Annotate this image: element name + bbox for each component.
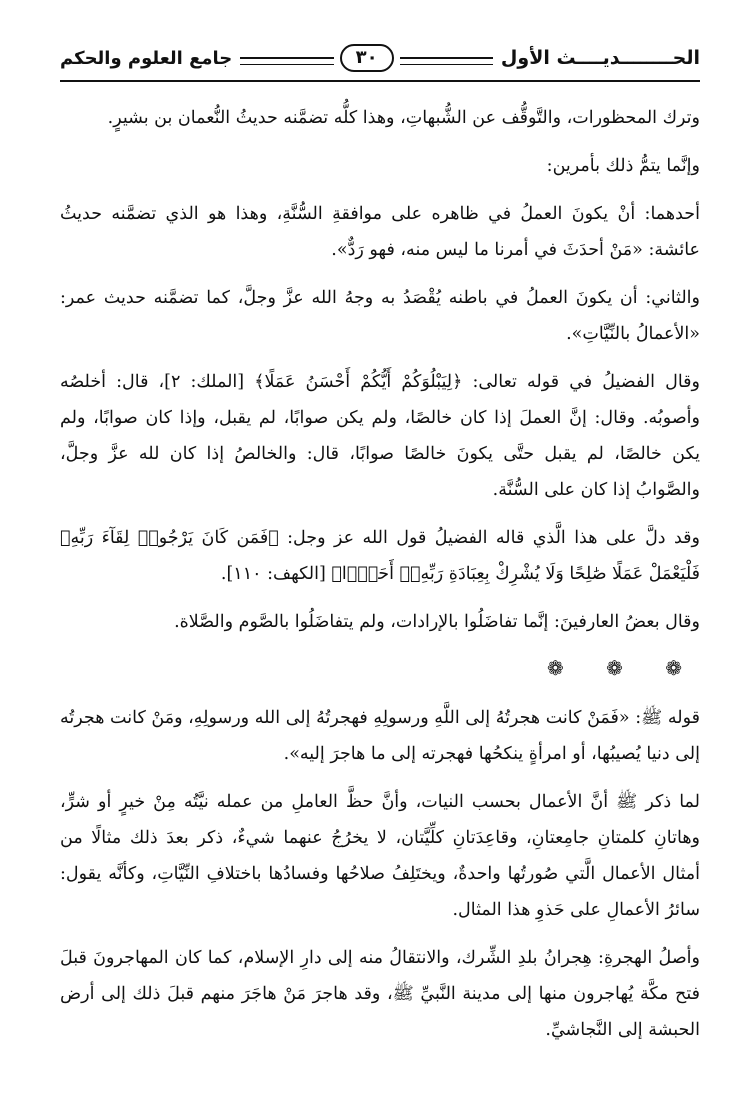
section-divider [60, 654, 700, 682]
paragraph: وقال الفضيلُ في قوله تعالى: ﴿لِيَبْلُوَكُمْ أَيُّكُمْ أَحْسَنُ عَمَلًا﴾ [الملك: ٢]، قال: أخلصُه وأصوبُه. وقال: إنَّ العملَ إذا كان خالصًا، ولم يكن صوابًا، لم يقبل، وإذا كان صوابًا، ولم يكن خالصًا، لم يقبل حتَّى يكونَ خالصًا صوابًا، قال: والخالصُ إذا كان لله عزَّ وجلَّ، والصَّوابُ إذا كان على السُّنَّة. [60, 372, 700, 500]
page-number: ٣٠ [340, 44, 394, 72]
paragraph: وقال بعضُ العارفينَ: إنَّما تفاضَلُوا بالإرادات، ولم يتفاضَلُوا بالصَّوم والصَّلاة. [174, 612, 700, 632]
paragraph: وإنَّما يتمُّ ذلك بأمرين: [546, 156, 700, 176]
flower-ornament-icon: ❁ [546, 656, 582, 680]
header-rule-right [400, 57, 493, 65]
book-title: جامع العلوم والحكم [59, 47, 233, 69]
paragraph: وقد دلَّ على هذا الَّذي قاله الفضيلُ قول الله عز وجل: ﴿فَمَن كَانَ يَرْجُوا۟ لِقَآءَ رَبِّهِۦ فَلْيَعْمَلْ عَمَلًا صَٰلِحًا وَلَا يُشْرِكْ بِعِبَادَةِ رَبِّهِۦٓ أَحَدًۢا﴾ [الكهف: ١١٠]. [60, 528, 700, 584]
running-header [60, 38, 700, 78]
paragraph: لما ذكر ﷺ أنَّ الأعمال بحسب النيات، وأنَّ حظَّ العاملِ من عمله نيَّتُه مِنْ خيرٍ أو شرٍّ، وهاتانِ كلمتانِ جامِعتانِ، وقاعِدَتانِ كلِّيَّتان، لا يخرُجُ عنهما شيءٌ، ذكر بعدَ ذلك مثالًا من أمثال الأعمال الَّتي صُورتُها واحدةٌ، ويختَلِفُ صلاحُها وفسادُها باختلافِ النِّيَّاتِ، وكأنَّه يقول: سائرُ الأعمالِ على حَذوِ هذا المثال. [60, 792, 700, 920]
chapter-title: الحــــــــديــــث الأول [500, 47, 700, 69]
header-rule-left [240, 57, 333, 65]
paragraph: قوله ﷺ: «فَمَنْ كانت هجرتُهُ إلى اللَّهِ ورسولِهِ فهجرتُهُ إلى الله ورسولِهِ، ومَنْ كانت هجرتُه إلى دنيا يُصيبُها، أو امرأةٍ ينكحُها فهجرته إلى ما هاجرَ إليه». [60, 708, 700, 764]
header-underline [60, 80, 700, 82]
paragraph: وأصلُ الهجرةِ: هِجرانُ بلدِ الشِّرك، والانتقالُ منه إلى دارِ الإسلام، كما كان المهاجرونَ قبلَ فتح مكَّة يُهاجرون منها إلى مدينة النَّبيِّ ﷺ، وقد هاجرَ مَنْ هاجَرَ منهم قبلَ ذلك إلى أرض الحبشة إلى النَّجاشيِّ. [60, 948, 700, 1040]
paragraph: وترك المحظورات، والتَّوقُّف عن الشُّبهاتِ، وهذا كلُّه تضمَّنه حديثُ النُّعمان بن بشيرٍ. [107, 108, 700, 128]
paragraph: أحدهما: أنْ يكونَ العملُ في ظاهره على موافقةِ السُّنَّةِ، وهذا هو الذي تضمَّنه حديثُ عائشة: «مَنْ أحدَثَ في أمرنا ما ليس منه، فهو رَدٌّ». [60, 204, 700, 260]
paragraph: والثاني: أن يكونَ العملُ في باطنه يُقْصَدُ به وجهُ الله عزَّ وجلَّ، كما تضمَّنه حديث عمر: «الأعمالُ بالنِّيَّاتِ». [60, 288, 700, 344]
flower-ornament-icon: ❁ [665, 656, 700, 680]
flower-ornament-icon: ❁ [606, 656, 641, 680]
page-body [60, 100, 700, 1048]
